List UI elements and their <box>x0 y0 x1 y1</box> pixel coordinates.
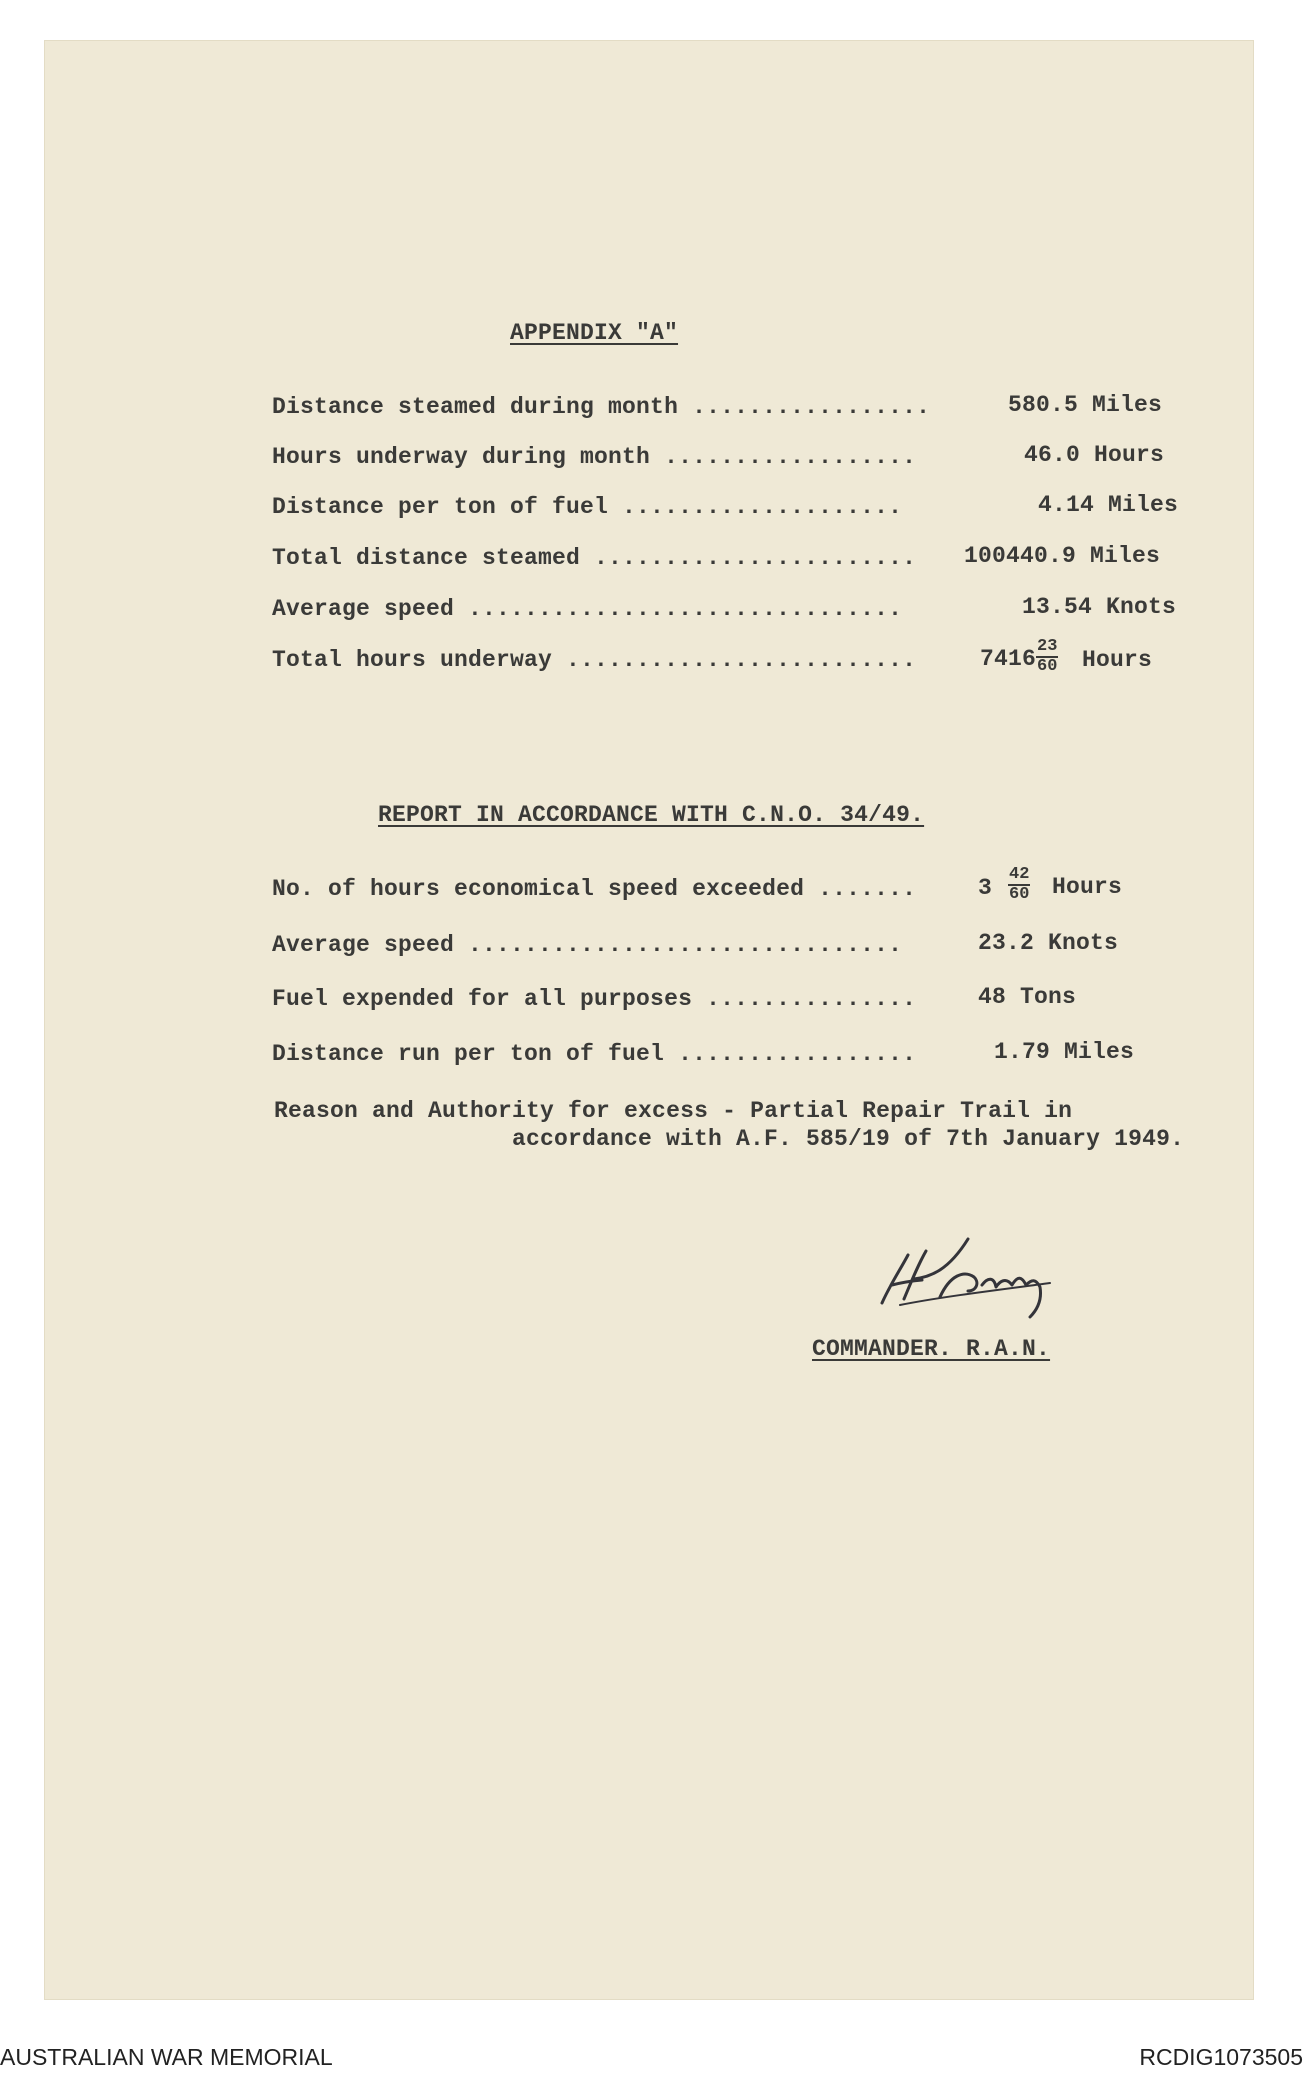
appendix-row-label: Total hours underway ......................... <box>272 647 917 673</box>
report-row-value: 1.79 Miles <box>994 1039 1135 1065</box>
fraction <box>1008 866 1030 904</box>
appendix-row-value: 100440.9 Miles <box>964 543 1161 569</box>
report-row-label: Distance run per ton of fuel ................. <box>272 1041 917 1067</box>
appendix-row-value: 580.5 Miles <box>1008 392 1163 418</box>
report-row-value: 48 Tons <box>978 984 1077 1010</box>
footer-archive-name: AUSTRALIAN WAR MEMORIAL <box>0 2044 333 2070</box>
appendix-row-value: 13.54 Knots <box>1022 594 1177 620</box>
appendix-title: APPENDIX "A" <box>510 320 679 346</box>
appendix-row-unit: Hours <box>1082 647 1153 673</box>
report-row-label: Average speed ............................... <box>272 932 903 958</box>
fraction-numerator: 42 <box>1009 865 1030 884</box>
appendix-row-value: 4.14 Miles <box>1038 492 1179 518</box>
fraction <box>1036 638 1058 676</box>
fraction-numerator: 23 <box>1037 637 1058 656</box>
fraction-denominator: 60 <box>1009 885 1030 904</box>
reason-line-2: accordance with A.F. 585/19 of 7th January 1949. <box>512 1126 1185 1152</box>
footer-record-id: RCDIG1073505 <box>1139 2044 1303 2070</box>
report-row-label: Fuel expended for all purposes ............... <box>272 986 917 1012</box>
appendix-row-label: Hours underway during month .................. <box>272 444 917 470</box>
reason-line-1: Reason and Authority for excess - Partial Repair Trail in <box>274 1098 1073 1124</box>
fraction-denominator: 60 <box>1037 657 1058 676</box>
report-title: REPORT IN ACCORDANCE WITH C.N.O. 34/49. <box>378 802 925 828</box>
report-row-value-whole: 3 <box>978 875 993 901</box>
appendix-row-label: Distance steamed during month ................. <box>272 394 931 420</box>
report-row-value: 23.2 Knots <box>978 930 1119 956</box>
report-row-unit: Hours <box>1052 874 1123 900</box>
appendix-row-label: Total distance steamed ....................... <box>272 545 917 571</box>
appendix-row-value-whole: 7416 <box>980 646 1037 672</box>
signature-title: COMMANDER. R.A.N. <box>812 1336 1051 1362</box>
handwritten-signature <box>870 1225 1100 1335</box>
appendix-row-label: Distance per ton of fuel .................... <box>272 494 903 520</box>
report-row-label: No. of hours economical speed exceeded ....... <box>272 876 917 902</box>
appendix-row-label: Average speed ............................... <box>272 596 903 622</box>
appendix-row-value: 46.0 Hours <box>1024 442 1165 468</box>
